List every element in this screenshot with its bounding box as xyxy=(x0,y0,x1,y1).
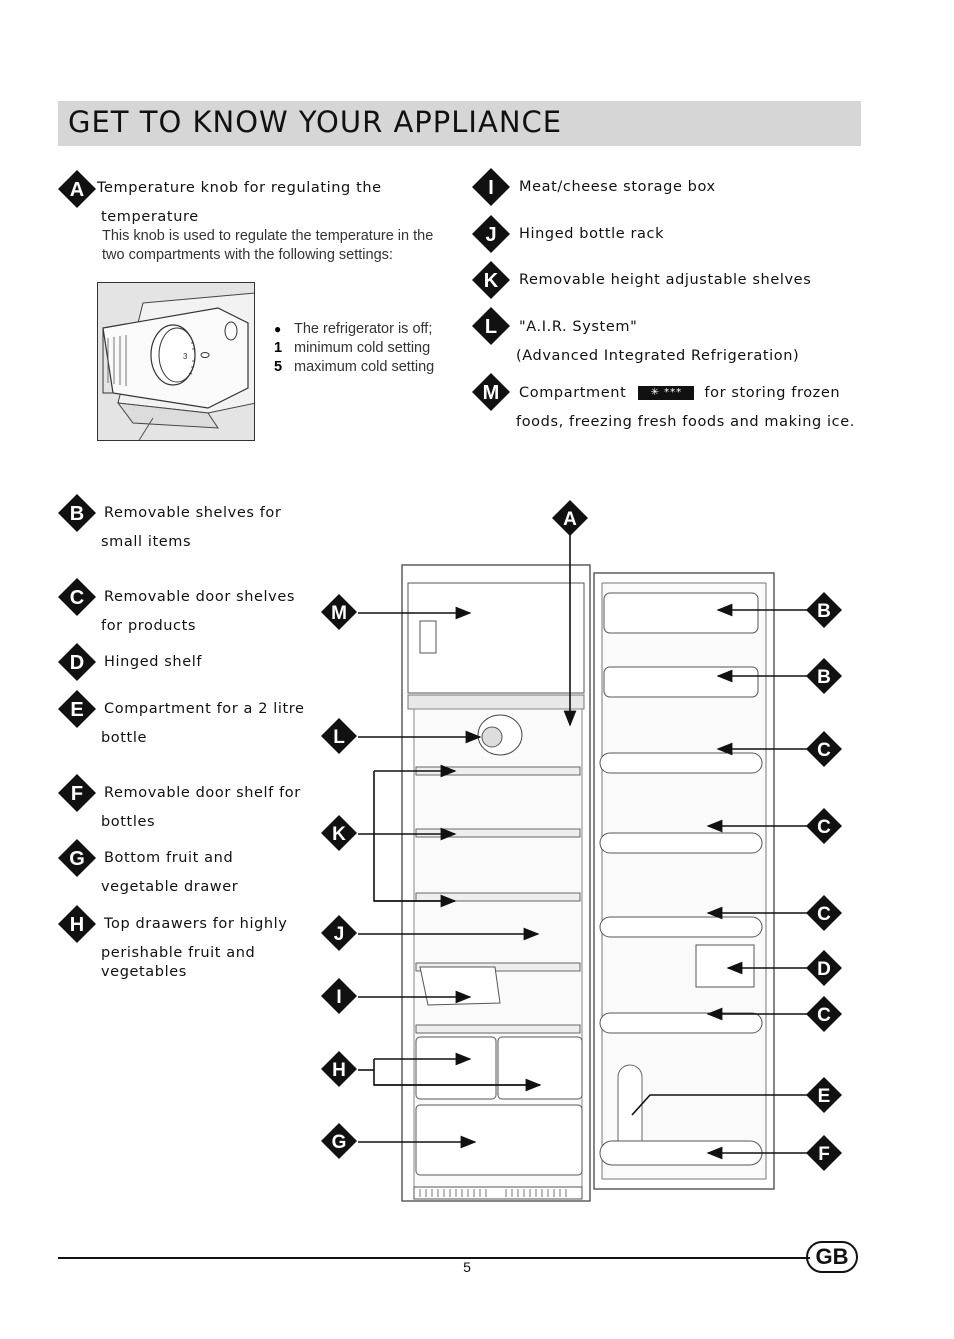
diagram-badge-d xyxy=(806,950,842,986)
badge-j xyxy=(472,215,510,253)
diagram-badge-f xyxy=(806,1135,842,1171)
svg-text:A: A xyxy=(69,179,85,201)
svg-text:3: 3 xyxy=(183,352,188,361)
badge-m xyxy=(472,373,510,411)
item-h-line1: Top draawers for highly xyxy=(104,916,288,932)
item-k-label: Removable height adjustable shelves xyxy=(519,272,812,288)
item-c-line2: for products xyxy=(101,618,197,634)
item-i-label: Meat/cheese storage box xyxy=(519,179,716,195)
badge-c xyxy=(58,578,96,616)
badge-e xyxy=(58,690,96,728)
setting-1: 1 minimum cold setting xyxy=(274,340,431,356)
freezer-star-icon: ✳ *** xyxy=(638,386,694,400)
item-a-line2: temperature xyxy=(101,209,199,225)
svg-text:M: M xyxy=(331,603,347,624)
diagram-badge-k xyxy=(321,815,357,851)
item-e-line1: Compartment for a 2 litre xyxy=(104,701,305,717)
knob-settings-list xyxy=(274,320,434,377)
svg-text:F: F xyxy=(70,783,84,805)
item-g-line1: Bottom fruit and xyxy=(104,850,234,866)
item-g-line2: vegetable drawer xyxy=(101,879,239,895)
svg-text:L: L xyxy=(484,316,498,338)
diagram-badge-c-3 xyxy=(806,895,842,931)
badge-h xyxy=(58,905,96,943)
svg-text:C: C xyxy=(817,904,831,925)
fridge-diagram xyxy=(310,495,850,1210)
diagram-badge-i xyxy=(321,978,357,1014)
svg-text:C: C xyxy=(69,587,85,609)
svg-text:B: B xyxy=(817,667,831,688)
item-h-line3: vegetables xyxy=(101,964,187,980)
svg-text:D: D xyxy=(817,959,831,980)
setting-5: 5 maximum cold setting xyxy=(274,359,435,375)
title-banner xyxy=(58,101,861,146)
diagram-badge-c-4 xyxy=(806,996,842,1032)
svg-text:H: H xyxy=(69,914,85,936)
svg-text:G: G xyxy=(69,848,85,870)
item-b-line1: Removable shelves for xyxy=(104,505,282,521)
diagram-badge-b-2 xyxy=(806,658,842,694)
page-title: GET TO KNOW YOUR APPLIANCE xyxy=(68,105,563,139)
item-f-line1: Removable door shelf for xyxy=(104,785,301,801)
badge-f xyxy=(58,774,96,812)
svg-text:G: G xyxy=(331,1132,347,1153)
badge-d xyxy=(58,643,96,681)
svg-text:E: E xyxy=(70,699,84,721)
footer-rule xyxy=(58,1257,810,1259)
svg-text:A: A xyxy=(563,509,577,530)
diagram-badge-a xyxy=(552,500,588,536)
page-number: 5 xyxy=(463,1259,471,1275)
svg-text:J: J xyxy=(485,224,497,246)
svg-text:K: K xyxy=(332,824,346,845)
diagram-badge-e xyxy=(806,1077,842,1113)
item-m-line1: Compartment ✳ *** for storing frozen xyxy=(519,385,841,401)
knob-description: This knob is used to regulate the temperature in the two compartments with the following settings: xyxy=(102,228,434,263)
svg-text:L: L xyxy=(333,727,345,748)
svg-text:K: K xyxy=(483,270,499,292)
item-l-line1: "A.I.R. System" xyxy=(519,319,638,335)
svg-text:H: H xyxy=(332,1060,346,1081)
item-b-line2: small items xyxy=(101,534,192,550)
badge-k xyxy=(472,261,510,299)
language-badge: GB xyxy=(806,1241,858,1273)
setting-off: ● The refrigerator is off; xyxy=(274,321,433,337)
svg-text:C: C xyxy=(817,817,831,838)
svg-text:F: F xyxy=(818,1144,830,1165)
item-h-line2: perishable fruit and xyxy=(101,945,256,961)
item-e-line2: bottle xyxy=(101,730,147,746)
badge-a xyxy=(58,170,96,208)
diagram-badge-h xyxy=(321,1051,357,1087)
diagram-badge-m xyxy=(321,594,357,630)
diagram-badge-b-1 xyxy=(806,592,842,628)
svg-text:J: J xyxy=(333,924,345,945)
badge-g xyxy=(58,839,96,877)
svg-text:C: C xyxy=(817,740,831,761)
item-f-line2: bottles xyxy=(101,814,156,830)
svg-text:B: B xyxy=(817,601,831,622)
badge-b xyxy=(58,494,96,532)
diagram-badge-l xyxy=(321,718,357,754)
badge-i xyxy=(472,168,510,206)
item-l-line2: (Advanced Integrated Refrigeration) xyxy=(516,348,800,364)
diagram-badge-j xyxy=(321,915,357,951)
item-d-label: Hinged shelf xyxy=(104,654,203,670)
svg-text:B: B xyxy=(69,503,85,525)
svg-text:M: M xyxy=(482,382,500,404)
svg-text:E: E xyxy=(817,1086,831,1107)
svg-text:D: D xyxy=(69,652,85,674)
item-c-line1: Removable door shelves xyxy=(104,589,296,605)
svg-text:I: I xyxy=(488,177,494,199)
badge-l xyxy=(472,307,510,345)
diagram-badge-c-1 xyxy=(806,731,842,767)
diagram-badge-c-2 xyxy=(806,808,842,844)
diagram-badge-g xyxy=(321,1123,357,1159)
item-m-line2: foods, freezing fresh foods and making ice. xyxy=(516,414,855,430)
svg-text:C: C xyxy=(817,1005,831,1026)
svg-text:I: I xyxy=(336,987,342,1008)
item-j-label: Hinged bottle rack xyxy=(519,226,665,242)
knob-illustration xyxy=(97,282,255,441)
item-a-line1: Temperature knob for regulating the xyxy=(97,180,382,196)
